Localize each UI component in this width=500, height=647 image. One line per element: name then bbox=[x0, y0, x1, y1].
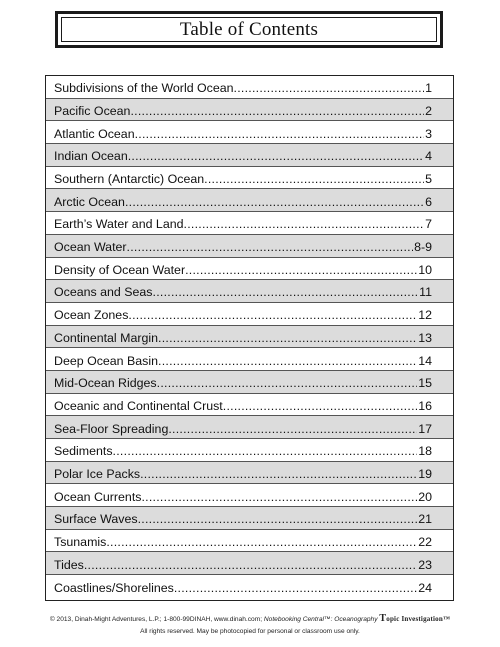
dot-leader bbox=[184, 218, 425, 233]
toc-entry-page: 20 bbox=[418, 489, 432, 504]
toc-entry bbox=[46, 484, 453, 507]
toc-entry-title: Subdivisions of the World Ocean bbox=[54, 81, 234, 96]
toc-entry-title: Surface Waves bbox=[54, 512, 138, 527]
toc-entry bbox=[46, 462, 453, 485]
toc-entry-page: 1 bbox=[425, 81, 432, 96]
toc-entry bbox=[46, 575, 453, 598]
footer-rights: All rights reserved. May be photocopied for personal or classroom use only. bbox=[140, 627, 360, 635]
toc-entry bbox=[46, 189, 453, 212]
toc-entry-title: Mid-Ocean Ridges bbox=[54, 376, 157, 391]
title-frame bbox=[55, 11, 443, 48]
toc-list bbox=[46, 76, 453, 598]
toc-entry-page: 24 bbox=[418, 581, 432, 596]
dot-leader bbox=[140, 468, 417, 483]
topic-investigation-logo: Topic Investigation™ bbox=[379, 613, 451, 624]
toc-entry-page: 5 bbox=[425, 172, 432, 187]
toc-entry-title: Southern (Antarctic) Ocean bbox=[54, 172, 205, 187]
dot-leader bbox=[204, 173, 424, 188]
toc-entry-title: Arctic Ocean bbox=[54, 194, 125, 209]
dot-leader bbox=[153, 286, 419, 301]
toc-entry-page: 3 bbox=[425, 126, 432, 141]
dot-leader bbox=[174, 582, 417, 597]
dot-leader bbox=[106, 536, 417, 551]
table-of-contents bbox=[45, 75, 454, 601]
toc-entry bbox=[46, 76, 453, 99]
dot-leader bbox=[125, 196, 424, 211]
footer-line-1 bbox=[0, 612, 500, 627]
dot-leader bbox=[128, 150, 424, 165]
toc-entry-title: Indian Ocean bbox=[54, 149, 128, 164]
toc-entry-title: Tides bbox=[54, 557, 84, 572]
dot-leader bbox=[128, 309, 417, 324]
toc-entry-title: Deep Ocean Basin bbox=[54, 353, 159, 368]
dot-leader bbox=[223, 400, 417, 415]
dot-leader bbox=[84, 559, 417, 574]
toc-entry-page: 13 bbox=[418, 330, 432, 345]
dot-leader bbox=[168, 423, 417, 438]
toc-entry-title: Density of Ocean Water bbox=[54, 262, 186, 277]
dot-leader bbox=[127, 241, 414, 256]
toc-entry bbox=[46, 439, 453, 462]
toc-entry bbox=[46, 303, 453, 326]
toc-entry bbox=[46, 258, 453, 281]
toc-entry bbox=[46, 235, 453, 258]
toc-entry-page: 10 bbox=[418, 262, 432, 277]
toc-entry bbox=[46, 507, 453, 530]
title-inner-border bbox=[61, 17, 437, 42]
page-title: Table of Contents bbox=[179, 18, 319, 40]
toc-entry-title: Tsunamis bbox=[54, 535, 107, 550]
toc-entry-page: 19 bbox=[418, 466, 432, 481]
toc-entry-page: 2 bbox=[425, 103, 432, 118]
toc-entry-title: Continental Margin bbox=[54, 330, 159, 345]
toc-entry-page: 7 bbox=[425, 217, 432, 232]
dot-leader bbox=[138, 513, 418, 528]
toc-entry bbox=[46, 326, 453, 349]
dot-leader bbox=[157, 377, 418, 392]
toc-entry-page: 16 bbox=[418, 398, 432, 413]
toc-entry bbox=[46, 416, 453, 439]
toc-entry-title: Pacific Ocean bbox=[54, 103, 131, 118]
toc-entry-title: Ocean Currents bbox=[54, 489, 142, 504]
toc-entry-page: 17 bbox=[418, 421, 432, 436]
toc-entry bbox=[46, 348, 453, 371]
toc-entry bbox=[46, 394, 453, 417]
dot-leader bbox=[158, 355, 417, 370]
toc-entry-page: 21 bbox=[418, 512, 432, 527]
toc-entry-title: Ocean Water bbox=[54, 240, 127, 255]
toc-entry-title: Earth’s Water and Land bbox=[54, 217, 184, 232]
toc-entry bbox=[46, 144, 453, 167]
toc-entry-title: Oceanic and Continental Crust bbox=[54, 398, 223, 413]
footer-series: Notebooking Central™: Oceanography bbox=[263, 616, 378, 623]
toc-entry-title: Coastlines/Shorelines bbox=[54, 581, 174, 596]
dot-leader bbox=[130, 105, 424, 120]
toc-entry bbox=[46, 280, 453, 303]
toc-entry bbox=[46, 167, 453, 190]
toc-entry-page: 11 bbox=[419, 285, 432, 300]
toc-entry-title: Ocean Zones bbox=[54, 308, 129, 323]
toc-entry bbox=[46, 371, 453, 394]
toc-entry-page: 12 bbox=[418, 308, 432, 323]
toc-entry-page: 14 bbox=[418, 353, 432, 368]
toc-entry-title: Sea-Floor Spreading bbox=[54, 421, 169, 436]
toc-entry bbox=[46, 212, 453, 235]
dot-leader bbox=[141, 491, 417, 506]
toc-entry-page: 18 bbox=[418, 444, 432, 459]
dot-leader bbox=[234, 82, 425, 97]
toc-entry-title: Sediments bbox=[54, 444, 113, 459]
footer bbox=[0, 612, 500, 636]
toc-entry bbox=[46, 530, 453, 553]
footer-copyright: © 2013, Dinah-Might Adventures, L.P.; 1-800-99DINAH, www.dinah.com; bbox=[49, 616, 263, 623]
toc-entry bbox=[46, 121, 453, 144]
toc-entry-page: 8-9 bbox=[414, 240, 432, 255]
toc-entry-title: Polar Ice Packs bbox=[54, 466, 141, 481]
toc-entry-page: 6 bbox=[425, 194, 432, 209]
toc-entry-page: 15 bbox=[418, 376, 432, 391]
dot-leader bbox=[113, 445, 418, 460]
toc-entry-page: 22 bbox=[418, 535, 432, 550]
dot-leader bbox=[135, 128, 425, 143]
toc-entry-title: Atlantic Ocean bbox=[54, 126, 135, 141]
toc-entry bbox=[46, 552, 453, 575]
toc-entry-page: 4 bbox=[425, 149, 432, 164]
toc-entry-title: Oceans and Seas bbox=[54, 285, 153, 300]
dot-leader bbox=[185, 264, 417, 279]
dot-leader bbox=[158, 332, 417, 347]
toc-entry-page: 23 bbox=[418, 557, 432, 572]
toc-entry bbox=[46, 99, 453, 122]
